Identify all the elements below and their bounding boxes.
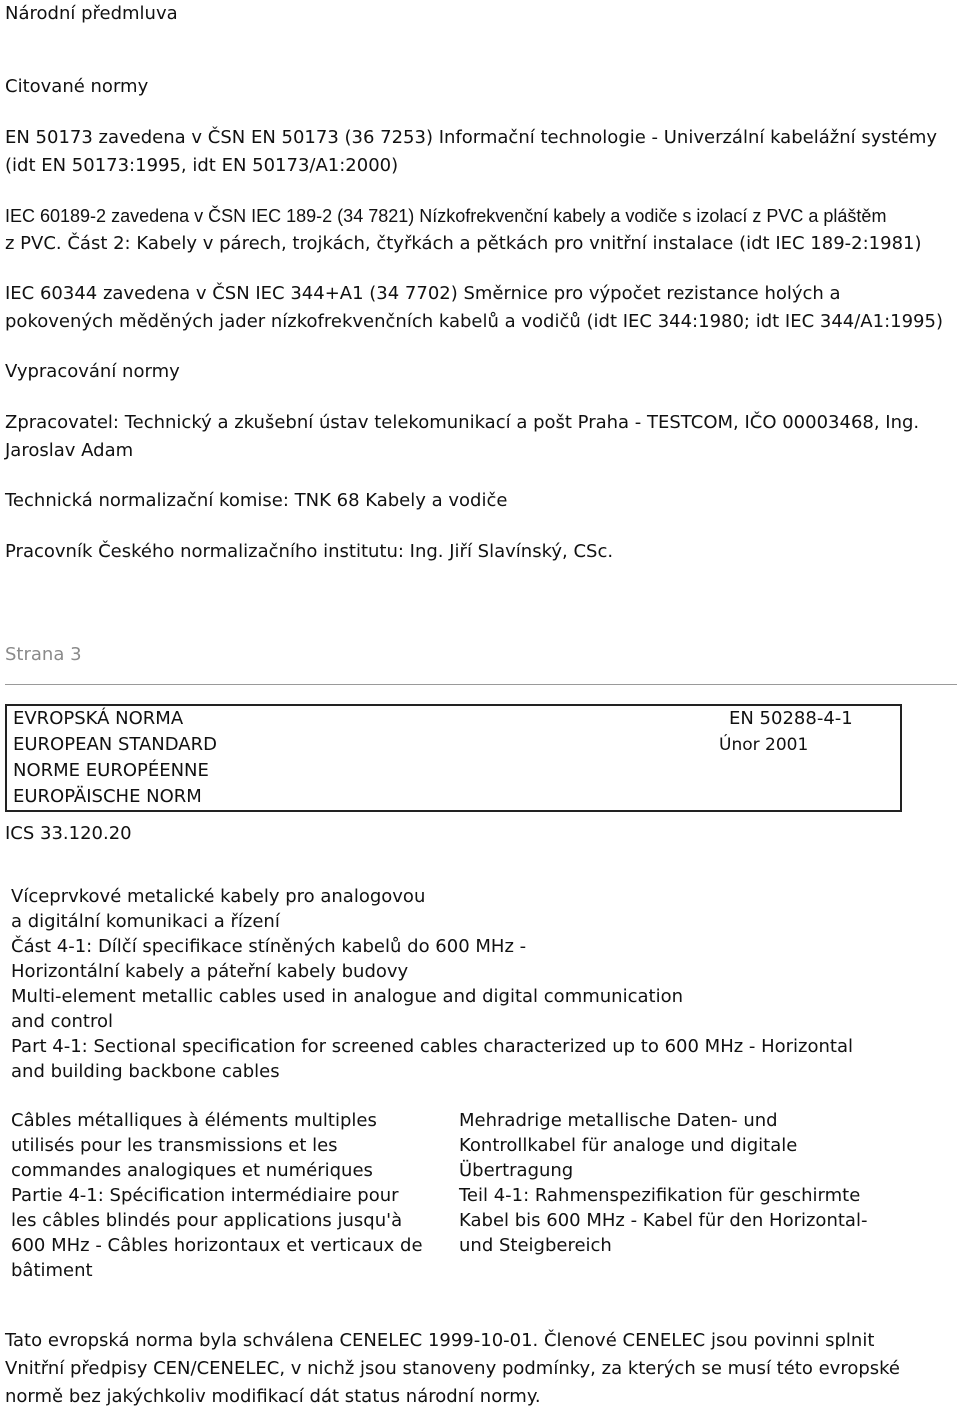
german-title-line: Übertragung (459, 1160, 574, 1181)
title-line: and control (11, 1011, 113, 1032)
cited-line: z PVC. Část 2: Kabely v párech, trojkách, čtyřkách a pětkách pro vnitřní instalace (idt IEC 189-2:1981) (5, 233, 922, 254)
standard-name: EUROPÄISCHE NORM (13, 786, 202, 807)
german-title-line: Kontrollkabel für analoge und digitale (459, 1135, 798, 1156)
approval-line: Tato evropská norma byla schválena CENELEC 1999-10-01. Členové CENELEC jsou povinni splnit (5, 1330, 875, 1351)
cited-line: (idt EN 50173:1995, idt EN 50173/A1:2000) (5, 155, 399, 176)
title-line: Horizontální kabely a páteřní kabely budovy (11, 961, 409, 982)
title-line: Část 4-1: Dílčí specifikace stíněných kabelů do 600 MHz - (11, 936, 527, 957)
standard-number: EN 50288-4-1 (729, 708, 853, 729)
standard-date: Únor 2001 (719, 735, 809, 755)
french-title-line: bâtiment (11, 1260, 93, 1281)
title-line: and building backbone cables (11, 1061, 280, 1082)
standard-name: EVROPSKÁ NORMA (13, 708, 184, 729)
approval-line: normě bez jakýchkoliv modifikací dát status národní normy. (5, 1386, 541, 1407)
french-title-line: utilisés pour les transmissions et les (11, 1135, 338, 1156)
standard-name: NORME EUROPÉENNE (13, 760, 209, 781)
french-title-line: commandes analogiques et numériques (11, 1160, 373, 1181)
title-line: Multi-element metallic cables used in analogue and digital communication (11, 986, 683, 1007)
standard-name: EUROPEAN STANDARD (13, 734, 217, 755)
cited-line: IEC 60344 zavedena v ČSN IEC 344+A1 (34 7702) Směrnice pro výpočet rezistance holých a (5, 283, 841, 304)
german-title-line: Teil 4-1: Rahmenspezifikation für geschirmte (459, 1185, 861, 1206)
cited-heading: Citované normy (5, 76, 149, 97)
preface-heading: Národní předmluva (5, 3, 178, 24)
page-marker: Strana 3 (5, 644, 82, 665)
approval-line: Vnitřní předpisy CEN/CENELEC, v nichž jsou stanoveny podmínky, za kterých se musí této evropské (5, 1358, 901, 1379)
german-title-line: und Steigbereich (459, 1235, 612, 1256)
cited-line: pokovených měděných jader nízkofrekvenčních kabelů a vodičů (idt IEC 344:1980; idt IEC 344/A1:1995) (5, 311, 943, 332)
standard-box (5, 704, 902, 812)
cited-line: IEC 60189-2 zavedena v ČSN IEC 189-2 (34 7821) Nízkofrekvenční kabely a vodiče s izolací z PVC a pláštěm (5, 206, 887, 226)
french-title-line: les câbles blindés pour applications jusqu'à (11, 1210, 403, 1231)
title-line: a digitální komunikaci a řízení (11, 911, 280, 932)
title-line: Víceprvkové metalické kabely pro analogovou (11, 886, 426, 907)
prep-line: Jaroslav Adam (5, 440, 134, 461)
german-title-line: Mehradrige metallische Daten- und (459, 1110, 778, 1131)
french-title-line: Câbles métalliques à éléments multiples (11, 1110, 377, 1131)
prep-line: Pracovník Českého normalizačního institutu: Ing. Jiří Slavínský, CSc. (5, 541, 614, 562)
prep-line: Zpracovatel: Technický a zkušební ústav telekomunikací a pošt Praha - TESTCOM, IČO 00003468, Ing. (5, 412, 920, 433)
german-title-line: Kabel bis 600 MHz - Kabel für den Horizontal- (459, 1210, 868, 1231)
prep-heading: Vypracování normy (5, 361, 180, 382)
title-line: Part 4-1: Sectional specification for screened cables characterized up to 600 MHz - Horizontal (11, 1036, 854, 1057)
page-divider (5, 684, 957, 685)
cited-line: EN 50173 zavedena v ČSN EN 50173 (36 7253) Informační technologie - Univerzální kabelážní systémy (5, 127, 938, 148)
prep-line: Technická normalizační komise: TNK 68 Kabely a vodiče (5, 490, 508, 511)
french-title-line: 600 MHz - Câbles horizontaux et verticaux de (11, 1235, 423, 1256)
ics-code: ICS 33.120.20 (5, 823, 132, 844)
french-title-line: Partie 4-1: Spécification intermédiaire pour (11, 1185, 399, 1206)
